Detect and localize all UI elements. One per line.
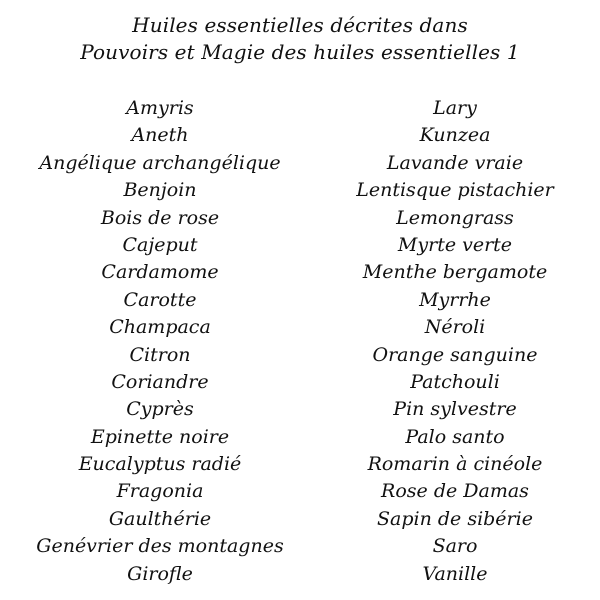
oil-list-right — [315, 95, 595, 588]
list-item: Myrrhe — [419, 288, 491, 311]
list-item: Saro — [432, 535, 478, 558]
list-item: Kunzea — [419, 124, 491, 147]
list-item: Néroli — [424, 316, 486, 339]
list-item: Bois de rose — [100, 206, 220, 229]
list-item: Myrte verte — [397, 233, 513, 256]
list-item: Sapin de sibérie — [377, 507, 533, 530]
list-item: Amyris — [126, 97, 194, 119]
list-item: Benjoin — [123, 179, 197, 202]
page-title — [0, 12, 600, 66]
list-item: Romarin à cinéole — [367, 453, 543, 476]
list-item: Coriandre — [111, 370, 209, 393]
list-item: Pin sylvestre — [393, 398, 517, 421]
list-item: Lavande vraie — [386, 151, 524, 174]
list-item: Lentisque pistachier — [356, 179, 554, 202]
list-item: Girofle — [127, 562, 193, 585]
list-item: Epinette noire — [90, 425, 230, 448]
title-line-2: Pouvoirs et Magie des huiles essentielles 1 — [80, 40, 520, 64]
list-item: Eucalyptus radié — [78, 453, 242, 476]
list-item: Aneth — [131, 124, 189, 147]
list-item: Carotte — [123, 288, 197, 311]
list-item: Rose de Damas — [381, 480, 529, 503]
list-item: Champaca — [109, 316, 211, 339]
list-item: Genévrier des montagnes — [36, 535, 284, 558]
list-item: Patchouli — [410, 370, 500, 393]
list-item: Gaulthérie — [108, 507, 212, 530]
list-item: Cyprès — [126, 398, 194, 421]
list-item: Palo santo — [405, 425, 505, 448]
list-item: Menthe bergamote — [362, 261, 548, 284]
list-item: Orange sanguine — [372, 343, 538, 366]
list-item: Vanille — [422, 562, 488, 585]
list-item: Lemongrass — [396, 206, 514, 229]
title-line-1: Huiles essentielles décrites dans — [132, 13, 468, 37]
list-item: Lary — [433, 97, 477, 119]
list-item: Angélique archangélique — [39, 151, 281, 174]
list-item: Cardamome — [101, 261, 219, 284]
list-item: Cajeput — [122, 233, 198, 256]
oil-list-left — [10, 95, 310, 588]
list-item: Fragonia — [116, 480, 204, 503]
list-item: Citron — [129, 343, 191, 366]
